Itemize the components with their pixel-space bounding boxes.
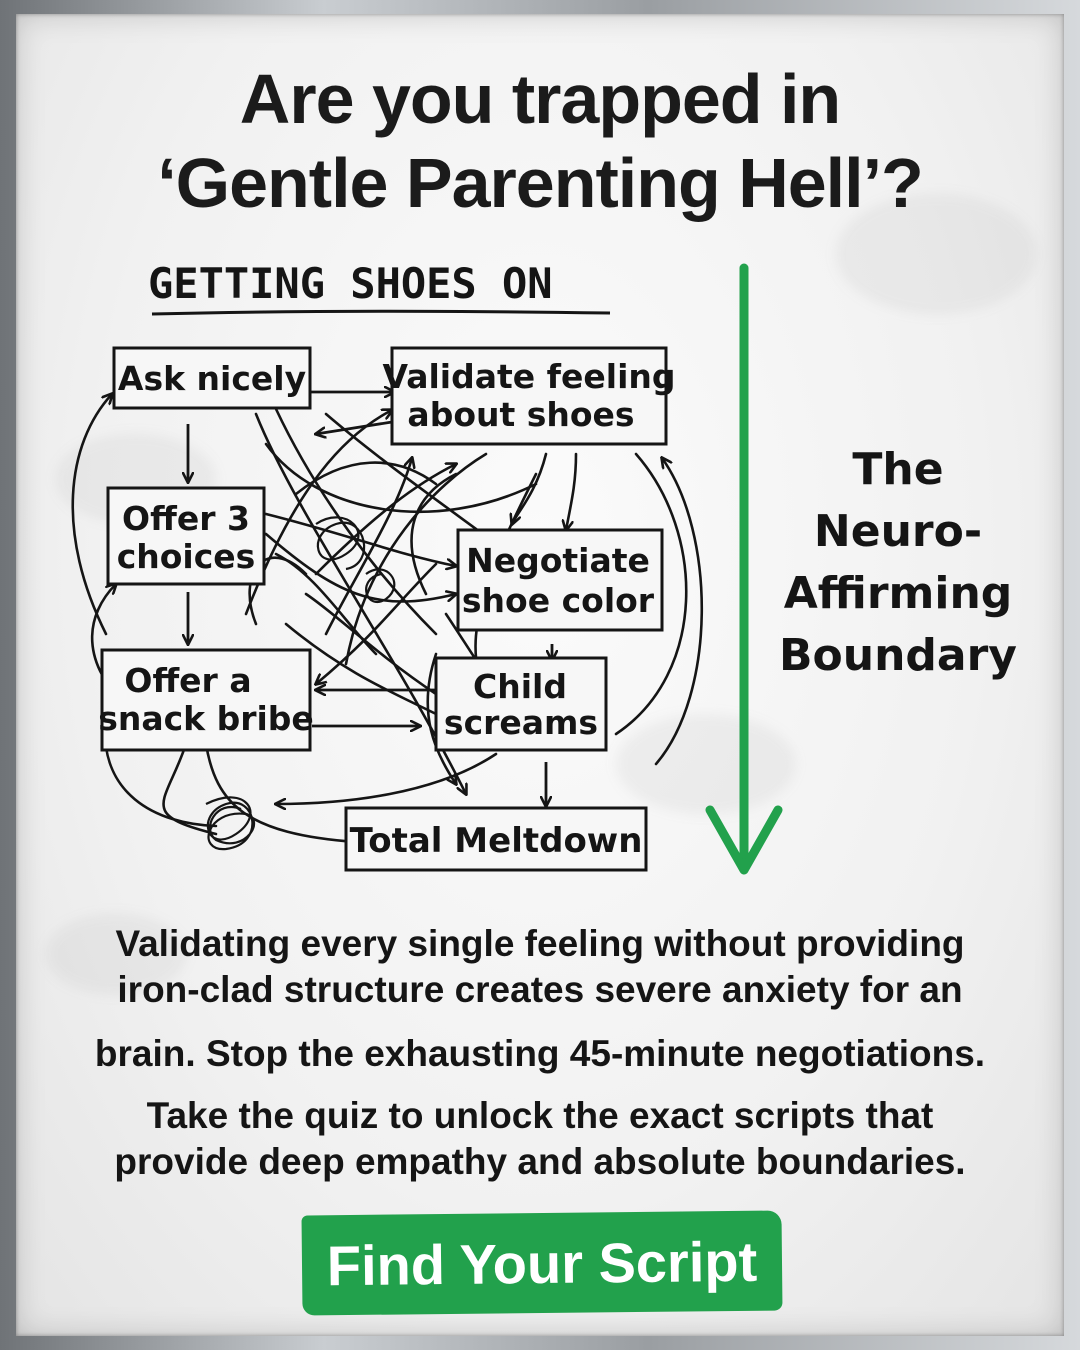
headline-line-2: ‘Gentle Parenting Hell’? <box>157 144 923 222</box>
title-underline <box>152 311 610 314</box>
box-snack-line-1: Offer a <box>124 661 252 700</box>
box-offer3-line-2: choices <box>116 537 256 576</box>
box-validate-feeling <box>382 348 675 444</box>
find-your-script-label: Find Your Script <box>326 1229 758 1297</box>
box-total-meltdown <box>346 808 646 870</box>
body-line-5: provide deep empathy and absolute boundaries. <box>114 1141 966 1182</box>
box-negotiate-shoe-color <box>458 530 662 630</box>
side-label-line-4: Boundary <box>779 630 1017 681</box>
box-child-line-1: Child <box>473 667 567 706</box>
down-arrow-icon <box>710 268 778 870</box>
box-offer-snack-bribe <box>98 650 314 750</box>
body-line-4: Take the quiz to unlock the exact scripts that <box>146 1095 934 1136</box>
body-line-2: iron-clad structure creates severe anxiety for an <box>117 969 963 1010</box>
box-meltdown-label: Total Meltdown <box>349 821 643 861</box>
box-negotiate-line-2: shoe color <box>461 581 655 620</box>
box-ask-nicely <box>114 348 310 408</box>
box-child-screams <box>436 658 606 750</box>
box-validate-line-2: about shoes <box>407 395 635 434</box>
box-snack-line-2: snack bribe <box>98 699 314 738</box>
body-line-1: Validating every single feeling without providing <box>115 923 965 964</box>
diagram-title: GETTING SHOES ON <box>148 259 553 308</box>
box-offer-3-choices <box>108 488 264 584</box>
box-negotiate-line-1: Negotiate <box>466 541 650 580</box>
box-ask-nicely-label: Ask nicely <box>117 359 307 398</box>
body-line-3: brain. Stop the exhausting 45-minute negotiations. <box>94 1033 986 1074</box>
box-child-line-2: screams <box>443 703 599 742</box>
side-label-line-2: Neuro- <box>813 506 983 557</box>
flowchart-diagram <box>16 14 1064 914</box>
side-label-line-1: The <box>852 444 944 495</box>
whiteboard <box>16 14 1064 1336</box>
find-your-script-button[interactable] <box>301 1210 782 1315</box>
side-label-line-3: Affirming <box>783 568 1013 619</box>
box-offer3-line-1: Offer 3 <box>122 499 250 538</box>
box-validate-line-1: Validate feeling <box>382 357 676 396</box>
headline-line-1: Are you trapped in <box>239 60 841 138</box>
